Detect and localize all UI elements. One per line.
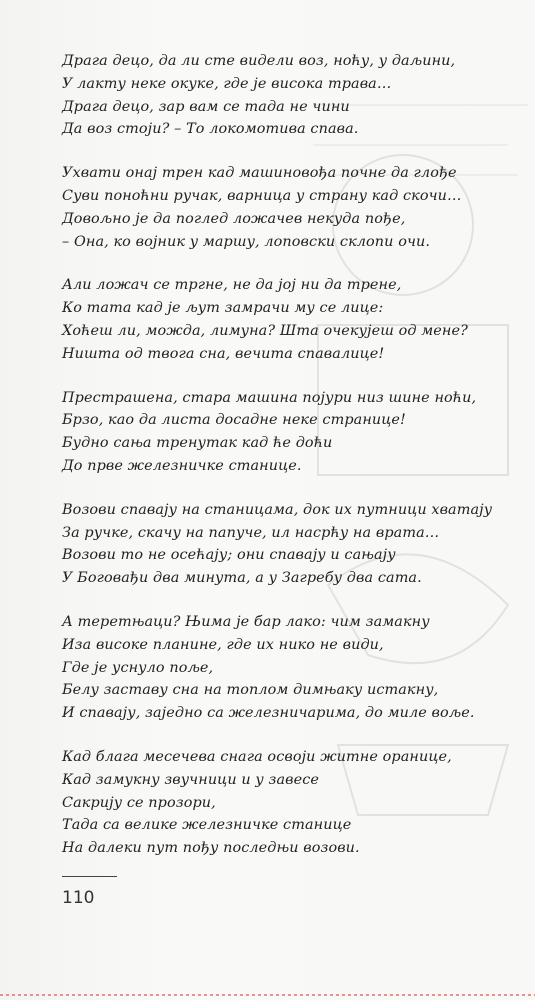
poem-line: Кад блага месечева снага освоји житне оранице,	[62, 748, 452, 765]
poem-line: Белу заставу сна на топлом димњаку истакну,	[62, 682, 439, 699]
stanza	[62, 611, 512, 725]
poem-line: Где је уснуло поље,	[62, 659, 214, 676]
poem-line: У лакту неке окуке, где је висока трава…	[62, 75, 392, 92]
poem-line: Хоћеш ли, можда, лимуна? Шта очекујеш од мене?	[62, 322, 468, 339]
poem-line: Ко тата кад је љут замрачи му се лице:	[62, 300, 384, 317]
poem-line: Возови спавају на станицама, док их путници хватају	[62, 501, 493, 518]
poem-line: Драга децо, зар вам се тада не чини	[62, 98, 350, 115]
poem-line: – Она, ко војник у маршу, лоповски склопи очи.	[62, 233, 431, 250]
poem-line: Кад замукну звучници и у завесе	[62, 771, 320, 788]
stanza	[62, 274, 512, 365]
stanza	[62, 746, 512, 860]
poem-line: Али ложач се тргне, не да јој ни да трене,	[62, 277, 402, 294]
poem-line: Довољно је да поглед ложачев некуда пође,	[62, 210, 406, 227]
footer-rule	[62, 876, 117, 877]
page-bottom-edge	[0, 994, 535, 996]
poem-body	[62, 50, 512, 881]
stanza	[62, 162, 512, 253]
stanza	[62, 50, 512, 141]
stanza	[62, 499, 512, 590]
poem-line: Ништа од твога сна, вечита спавалице!	[62, 345, 385, 362]
poem-line: Тада са велике железничке станице	[62, 817, 352, 834]
poem-line: Иза високе планине, где их нико не види,	[62, 636, 384, 653]
poem-line: Будно сања тренутак кад ће доћи	[62, 435, 333, 452]
poem-line: До прве железничке станице.	[62, 457, 302, 474]
poem-line: А теретњаци? Њима је бар лако: чим замакну	[62, 613, 430, 630]
poem-line: Драга децо, да ли сте видели воз, ноћу, у даљини,	[62, 53, 456, 69]
stanza	[62, 387, 512, 478]
poem-line: Ухвати онај трен кад машиновођа почне да глође	[62, 165, 457, 182]
poem-line: У Боговађи два минута, а у Загребу два сата.	[62, 570, 422, 587]
poem-line: Сакрију се прозори,	[62, 794, 216, 811]
poem-line: Суви поноћни ручак, варница у страну кад скочи…	[62, 187, 462, 204]
poem-line: На далеки пут пођу последњи возови.	[62, 840, 360, 857]
poem-line: Брзо, као да листа досадне неке странице!	[62, 412, 406, 429]
page-number: 110	[62, 888, 95, 908]
poem-line: И спавају, заједно са железничарима, до миле воље.	[62, 705, 475, 722]
poem-line: За ручке, скачу на папуче, ил насрћу на врата…	[62, 524, 440, 541]
poem-line: Да воз стоји? – То локомотива спава.	[62, 121, 359, 138]
poem-line: Возови то не осећају; они спавају и сањају	[62, 547, 396, 564]
poem-line: Престрашена, стара машина појури низ шине ноћи,	[62, 389, 477, 406]
